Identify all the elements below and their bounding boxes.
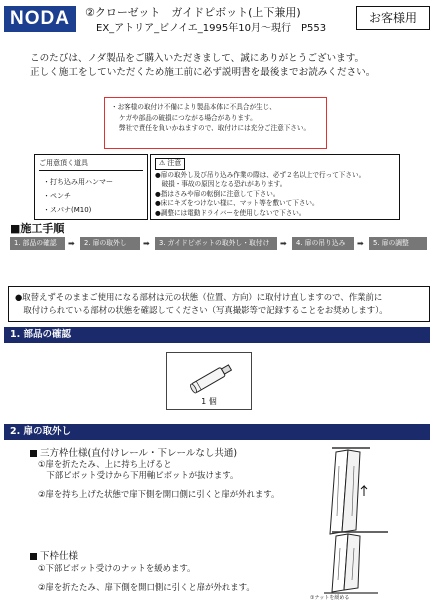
arrow-right-icon: ➡ bbox=[68, 239, 75, 248]
intro-line: 正しく施工をしていただくため施工前に必ず説明書を最後までお読みください。 bbox=[30, 67, 376, 78]
square-bullet-icon bbox=[30, 553, 37, 560]
bottom-frame-door-illustration bbox=[318, 530, 398, 598]
arrow-right-icon: ➡ bbox=[143, 239, 150, 248]
notice-line: ●取替えずそのままご使用になる部材は元の状態（位置、方向）に取付け直しますので、作業前に bbox=[15, 292, 383, 302]
noda-logo: NODA bbox=[4, 6, 76, 32]
instruction-line: ②扉を持ち上げた状態で扉下側を開口側に引くと扉が外れます。 bbox=[38, 489, 280, 499]
instruction-line: ①扉を折たたみ、上に持ち上げると bbox=[38, 459, 172, 469]
caution-line: 破損・事故の原因となる恐れがあります。 bbox=[155, 180, 287, 189]
step-1: 1. 部品の確認 bbox=[10, 237, 65, 250]
warning-line: 弊社で責任を負いかねますので、取付けには充分ご注意下さい。 bbox=[119, 124, 311, 132]
warning-triangle-icon: ⚠ bbox=[159, 159, 166, 167]
subsection-three-frame-title: 三方枠仕様(直付けレール・下レールなし共通) bbox=[30, 445, 237, 459]
tools-title: ご用意頂く道具 bbox=[39, 158, 143, 171]
intro-text bbox=[30, 52, 375, 80]
document-title: ②クローゼット ガイドピボット(上下兼用) bbox=[85, 6, 301, 19]
tools-item: ・ペンチ bbox=[43, 192, 71, 200]
step-4: 4. 扉の吊り込み bbox=[292, 237, 354, 250]
section-1-bar: 1. 部品の確認 bbox=[4, 327, 430, 343]
steps-heading: ■施工手順 bbox=[10, 222, 65, 235]
customer-badge: お客様用 bbox=[356, 6, 430, 30]
caution-line: ●調整には電動ドライバーを使用しないで下さい。 bbox=[155, 208, 306, 217]
step-2: 2. 扉の取外し bbox=[80, 237, 140, 250]
caution-line: ●指はさみや扉の転倒に注意して下さい。 bbox=[155, 189, 280, 198]
instruction-line: ①下部ピボット受けのナットを緩めます。 bbox=[38, 563, 196, 573]
warning-line: ・お客様の取付け不備により製品本体に不具合が生じ、 bbox=[111, 103, 276, 111]
step-5: 5. 扉の調整 bbox=[369, 237, 427, 250]
steps-flow bbox=[10, 237, 428, 250]
notice-line: 取付けられている部材の状態を確認してください（写真撮影等で記録することをお奨めします）。 bbox=[15, 305, 388, 315]
caution-title: ⚠ 注意 bbox=[155, 158, 185, 170]
part-count: 1 個 bbox=[201, 397, 217, 406]
warning-line: ケガや部品の破損につながる場合があります。 bbox=[119, 113, 257, 122]
instruction-line: 下部ピボット受けから下用軸ピボットが抜けます。 bbox=[38, 470, 239, 480]
subsection-bottom-frame-title: 下枠仕様 bbox=[30, 548, 78, 562]
warning-box bbox=[104, 97, 327, 149]
illustration-caption: ①ナットを緩める bbox=[310, 595, 350, 601]
arrow-right-icon: ➡ bbox=[357, 239, 364, 248]
caution-box bbox=[150, 154, 400, 220]
section-2-bar: 2. 扉の取外し bbox=[4, 424, 430, 440]
intro-line: このたびは、ノダ製品をご購入いただきまして、誠にありがとうございます。 bbox=[30, 53, 365, 64]
tools-item: ・打ち込み用ハンマー bbox=[43, 178, 113, 186]
document-subtitle: EX_アトリア_ビノイエ_1995年10月～現行 P553 bbox=[96, 23, 327, 34]
caution-line: ●床にキズをつけない様に、マット等を敷いて下さい。 bbox=[155, 199, 319, 208]
tools-box bbox=[34, 154, 148, 220]
tools-item: ・スパナ(M10) bbox=[43, 206, 92, 214]
square-bullet-icon bbox=[30, 450, 37, 457]
instruction-line: ②扉を折たたみ、扉下側を開口側に引くと扉が外れます。 bbox=[38, 582, 255, 592]
arrow-right-icon: ➡ bbox=[280, 239, 287, 248]
caution-line: ●扉の取外し及び吊り込み作業の際は、必ず２名以上で行って下さい。 bbox=[155, 170, 366, 179]
part-box bbox=[166, 352, 252, 410]
step-3: 3. ガイドピボットの取外し・取付け bbox=[155, 237, 277, 250]
door-removal-illustration bbox=[326, 446, 372, 536]
notice-box bbox=[8, 286, 430, 322]
guide-pivot-illustration bbox=[167, 355, 253, 401]
